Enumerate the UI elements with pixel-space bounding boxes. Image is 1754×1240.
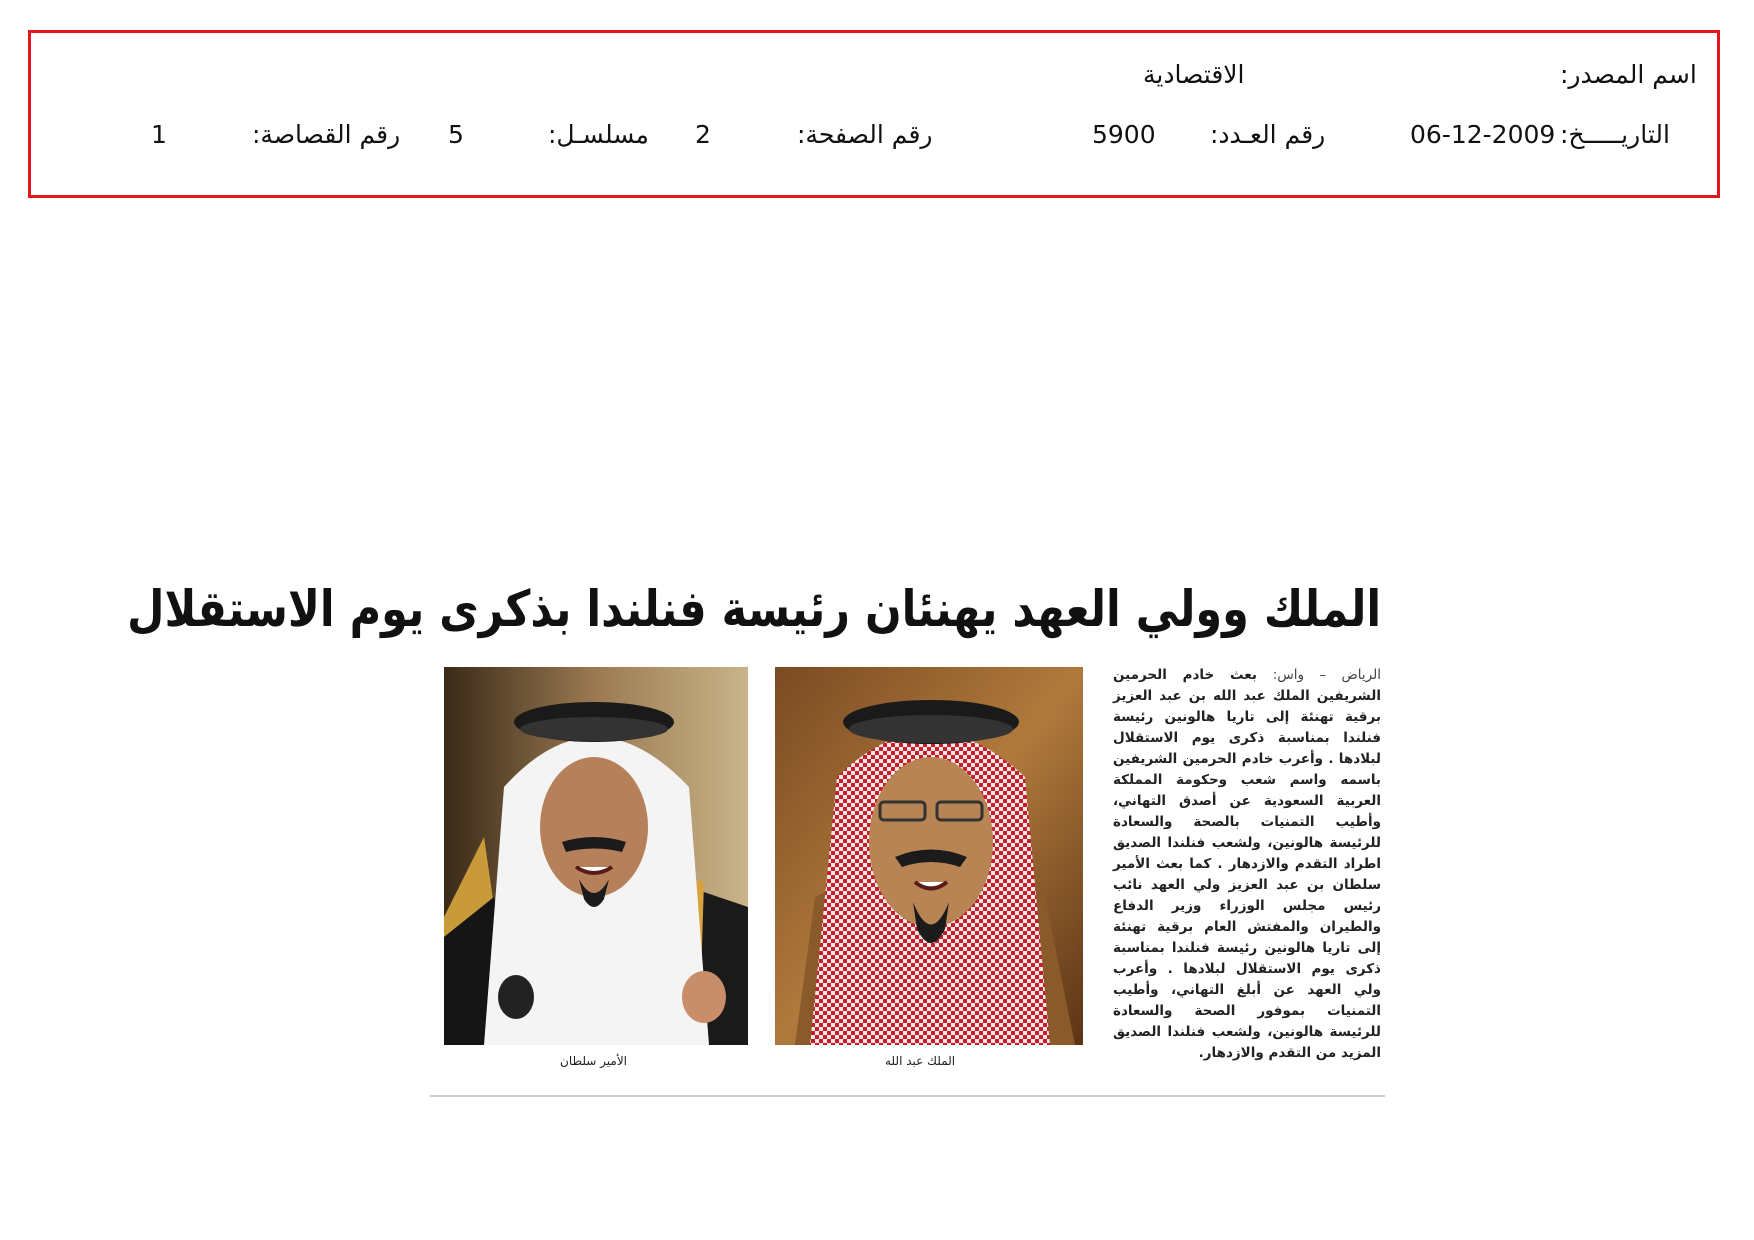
clipping-bottom-rule xyxy=(430,1095,1385,1097)
article-dateline: الرياض – واس: xyxy=(1272,667,1381,683)
article-headline: الملك وولي العهد يهنئان رئيسة فنلندا بذكرى يوم الاستقلال xyxy=(126,580,1381,638)
date-value: 06-12-2009 xyxy=(1410,120,1556,149)
newspaper-clipping xyxy=(126,560,1385,1100)
article-body xyxy=(1113,665,1381,1064)
issue-number-label: رقم العـدد: xyxy=(1210,120,1326,149)
source-label: اسم المصدر: xyxy=(1560,60,1697,89)
date-label: التاريـــــخ: xyxy=(1560,120,1670,149)
prince-photo-caption: الأمير سلطان xyxy=(560,1054,628,1068)
page-number-value: 2 xyxy=(695,120,711,149)
issue-number-value: 5900 xyxy=(1092,120,1156,149)
serial-label: مسلسـل: xyxy=(548,120,649,149)
king-photo-caption: الملك عبد الله xyxy=(885,1054,956,1068)
page-number-label: رقم الصفحة: xyxy=(797,120,933,149)
prince-sultan-photo xyxy=(444,667,748,1045)
clip-number-label: رقم القصاصة: xyxy=(252,120,401,149)
clipping-metadata-frame xyxy=(28,30,1720,198)
article-text: بعث خادم الحرمين الشريفين الملك عبد الله بن عبد العزيز برقية تهنئة إلى تاريا هالونين رئيسة فنلندا بمناسبة ذكرى يوم الاستقلال لبلادها . وأعرب خادم الحرمين الشريفين باسمه واسم شعب وحكومة المملكة العربية السعودية عن أصدق التهاني، وأطيب التمنيات بالصحة والسعادة للرئيسة هالونين، ولشعب فنلندا الصديق اطراد التقدم والازدهار . كما بعث الأمير سلطان بن عبد العزيز ولي العهد نائب رئيس مجلس الوزراء وزير الدفاع والطيران والمفتش العام برقية تهنئة إلى تاريا هالونين رئيسة فنلندا بمناسبة ذكرى يوم الاستقلال لبلادها . وأعرب ولي العهد عن أبلغ التهاني، وأطيب التمنيات بموفور الصحة والسعادة للرئيسة هالونين، ولشعب فنلندا الصديق المزيد من التقدم والازدهار. xyxy=(1113,667,1381,1061)
source-value: الاقتصادية xyxy=(1143,60,1245,89)
serial-value: 5 xyxy=(448,120,464,149)
king-abdullah-photo xyxy=(775,667,1083,1045)
clip-number-value: 1 xyxy=(151,120,167,149)
